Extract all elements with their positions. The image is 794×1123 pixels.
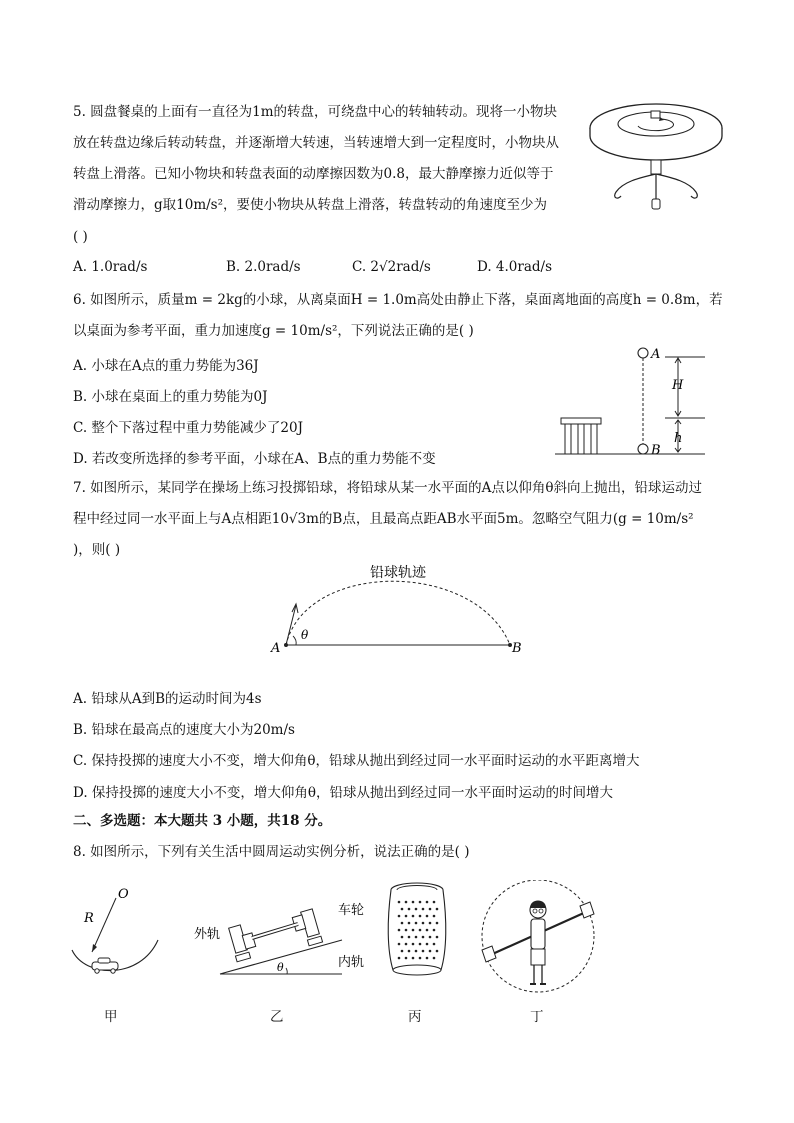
- drum-hole: [433, 915, 436, 918]
- q8-line-1: 8. 如图所示，下列有关生活中圆周运动实例分析，说法正确的是( ): [73, 844, 470, 860]
- drum-hole: [398, 915, 401, 918]
- drum-hole: [429, 908, 432, 911]
- drum-hole: [405, 943, 408, 946]
- q5-line-5: ( ): [73, 229, 88, 245]
- drum-hole: [412, 901, 415, 904]
- drum-hole: [415, 936, 418, 939]
- drum-hole: [426, 943, 429, 946]
- drum-hole: [419, 943, 422, 946]
- drum-hole: [398, 901, 401, 904]
- drum-hole: [415, 908, 418, 911]
- q6-line-2: 以桌面为参考平面，重力加速度g = 10m/s²，下列说法正确的是( ): [73, 323, 474, 339]
- q7-line-1: 7. 如图所示，某同学在操场上练习投掷铅球，将铅球从某一水平面的A点以仰角θ斜向上抛出，铅球运动过: [73, 480, 703, 496]
- label-a: A: [651, 347, 661, 362]
- q6-option-a[interactable]: A. 小球在A点的重力势能为36J: [73, 358, 259, 374]
- drum-hole: [419, 901, 422, 904]
- drum-hole: [429, 950, 432, 953]
- drum-hole: [415, 922, 418, 925]
- q5-line-4: 滑动摩擦力，g取10m/s²，要使小物块从转盘上滑落，转盘转动的角速度至少为: [73, 197, 548, 213]
- drum-hole: [436, 922, 439, 925]
- label-b: B: [512, 641, 522, 656]
- q7-option-d[interactable]: D. 保持投掷的速度大小不变，增大仰角θ，铅球从抛出到经过同一水平面时运动的时间增大: [73, 785, 614, 801]
- drum-hole: [398, 929, 401, 932]
- drum-hole: [429, 936, 432, 939]
- q7-line-3: )，则( ): [73, 542, 121, 558]
- drum-hole: [426, 957, 429, 960]
- drum-hole: [436, 936, 439, 939]
- q6-option-d[interactable]: D. 若改变所选择的参考平面，小球在A、B点的重力势能不变: [73, 451, 436, 467]
- drum-hole: [405, 929, 408, 932]
- drum-hole: [433, 929, 436, 932]
- drum-hole: [405, 957, 408, 960]
- drum-hole: [426, 915, 429, 918]
- rotating-table-figure: [588, 100, 726, 212]
- drum-hole: [433, 957, 436, 960]
- drum-hole: [408, 908, 411, 911]
- drum-hole: [419, 957, 422, 960]
- figure-jia-car-in-dip: [70, 880, 160, 980]
- label-theta: θ: [301, 628, 309, 642]
- caption-bing: 丙: [408, 1009, 422, 1025]
- drum-hole: [398, 957, 401, 960]
- drum-hole: [426, 929, 429, 932]
- drum-hole: [422, 950, 425, 953]
- label-r: R: [84, 911, 94, 926]
- drum-hole: [433, 901, 436, 904]
- figure-bing-washer-drum: [383, 880, 453, 980]
- q7-option-a[interactable]: A. 铅球从A到B的运动时间为4s: [73, 691, 262, 707]
- label-h: h: [674, 431, 683, 446]
- falling-ball-figure: [555, 343, 715, 463]
- drum-hole: [401, 950, 404, 953]
- drum-hole: [426, 901, 429, 904]
- drum-hole: [419, 929, 422, 932]
- shotput-trajectory-figure: [266, 560, 530, 660]
- drum-hole: [412, 915, 415, 918]
- q5-option-d[interactable]: D. 4.0rad/s: [477, 259, 553, 275]
- q6-option-b[interactable]: B. 小球在桌面上的重力势能为0J: [73, 389, 268, 405]
- drum-hole: [401, 936, 404, 939]
- drum-hole: [401, 908, 404, 911]
- q7-option-b[interactable]: B. 铅球在最高点的速度大小为20m/s: [73, 722, 295, 738]
- q5-option-b[interactable]: B. 2.0rad/s: [226, 259, 301, 275]
- label-inner-rail: 内轨: [338, 955, 365, 970]
- q6-line-1: 6. 如图所示，质量m = 2kg的小球，从离桌面H = 1.0m高处由静止下落，桌面离地面的高度h = 0.8m，若: [73, 292, 723, 308]
- drum-hole: [419, 915, 422, 918]
- drum-hole: [412, 957, 415, 960]
- drum-hole: [422, 908, 425, 911]
- drum-hole: [436, 950, 439, 953]
- label-o: O: [118, 887, 129, 902]
- q5-line-3: 转盘上滑落。已知小物块和转盘表面的动摩擦因数为0.8，最大静摩擦力近似等于: [73, 166, 554, 182]
- figure-ding-person-spinning: [480, 880, 600, 1000]
- q7-option-c[interactable]: C. 保持投掷的速度大小不变，增大仰角θ，铅球从抛出到经过同一水平面时运动的水平距离增大: [73, 753, 640, 769]
- q5-line-2: 放在转盘边缘后转动转盘，并逐渐增大转速，当转速增大到一定程度时，小物块从: [73, 135, 559, 151]
- section-heading: [73, 812, 331, 830]
- drum-hole: [412, 929, 415, 932]
- q5-option-a[interactable]: A. 1.0rad/s: [73, 259, 148, 275]
- q6-option-c[interactable]: C. 整个下落过程中重力势能减少了20J: [73, 420, 304, 436]
- drum-hole: [401, 922, 404, 925]
- drum-hole: [433, 943, 436, 946]
- drum-hole: [429, 922, 432, 925]
- q7-line-2: 程中经过同一水平面上与A点相距10√3m的B点，且最高点距AB水平面5m。忽略空气阻力(g = 10m/s²: [73, 511, 694, 527]
- q5-option-c[interactable]: C. 2√2rad/s: [352, 259, 431, 275]
- drum-hole: [408, 950, 411, 953]
- drum-hole: [405, 901, 408, 904]
- figure-yi-train-on-bank: [192, 880, 382, 980]
- section-prefix: 二、多选题：: [73, 813, 154, 829]
- q5-line-1: 5. 圆盘餐桌的上面有一直径为1m的转盘，可绕盘中心的转轴转动。现将一小物块: [73, 104, 558, 120]
- caption-yi: 乙: [270, 1009, 284, 1025]
- caption-ding: 丁: [530, 1009, 544, 1025]
- drum-hole: [412, 943, 415, 946]
- caption-jia: 甲: [104, 1009, 118, 1025]
- drum-hole: [422, 922, 425, 925]
- drum-hole: [398, 943, 401, 946]
- drum-hole: [405, 915, 408, 918]
- label-a: A: [271, 641, 281, 656]
- drum-hole: [415, 950, 418, 953]
- label-theta: θ: [277, 961, 284, 974]
- trajectory-title: 铅球轨迹: [370, 565, 426, 581]
- drum-hole: [436, 908, 439, 911]
- drum-hole: [408, 922, 411, 925]
- section-detail: 本大题共 3 小题，共18 分。: [154, 813, 332, 829]
- drum-hole: [408, 936, 411, 939]
- drum-hole: [422, 936, 425, 939]
- label-outer-rail: 外轨: [194, 927, 221, 942]
- label-wheel: 车轮: [338, 903, 365, 918]
- label-H: H: [672, 378, 684, 393]
- label-b: B: [651, 443, 661, 458]
